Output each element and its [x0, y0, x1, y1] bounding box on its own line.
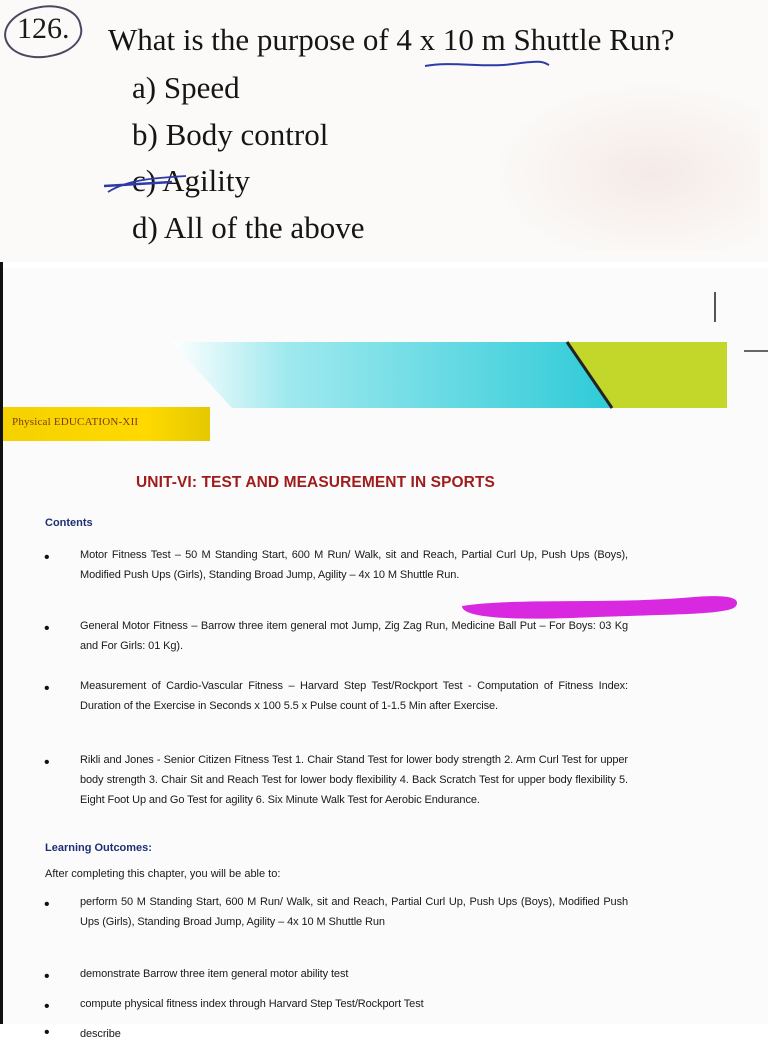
contents-item: Motor Fitness Test – 50 M Standing Start, 600 M Run/ Walk, sit and Reach, Partial Curl Up, Push Ups (Boys), Modified Push Ups (Girls), Standing Broad Jump, Agility – 4x 10 M Shuttle Run.: [80, 549, 628, 581]
book-header-label-text: Physical EDUCATION-XII: [12, 416, 139, 428]
option-letter: a): [132, 70, 157, 105]
pen-underline-annotation: [423, 58, 551, 70]
bullet-icon: •: [44, 1024, 50, 1041]
option-letter: d): [132, 210, 158, 245]
question-number: 126.: [17, 12, 70, 45]
bullet-icon: •: [44, 968, 50, 985]
contents-item: General Motor Fitness – Barrow three item general mot Jump, Zig Zag Run, Medicine Ball Put – For Boys: 03 Kg and For Girls: 01 Kg).: [80, 620, 628, 652]
learning-outcomes-intro: After completing this chapter, you will be able to:: [45, 868, 281, 880]
pen-strike-annotation: [102, 172, 190, 198]
page-edge-mark: [744, 350, 768, 352]
unit-title: UNIT-VI: TEST AND MEASUREMENT IN SPORTS: [136, 474, 495, 491]
learning-outcomes-heading: Learning Outcomes:: [45, 842, 152, 854]
textbook-page: [0, 268, 768, 1041]
option-text: All of the above: [163, 210, 365, 245]
option-letter: c): [132, 163, 157, 198]
contents-item: Measurement of Cardio-Vascular Fitness – Harvard Step Test/Rockport Test - Computation of Fitness Index: Duration of the Exercise in Seconds x 100 5.5 x Pulse count of 1-1.5 Min after Exercise.: [80, 680, 628, 712]
bullet-icon: •: [44, 754, 50, 771]
highlight-marker-stroke: [452, 584, 748, 624]
option-a: [132, 70, 240, 106]
bullet-icon: •: [44, 549, 50, 566]
question-card: [0, 0, 768, 262]
option-text: Speed: [163, 70, 240, 105]
question-text: What is the purpose of 4 x 10 m Shuttle Run?: [108, 22, 675, 57]
option-d: [132, 210, 364, 246]
book-header-label: [0, 407, 210, 441]
option-letter: b): [132, 117, 158, 152]
outcome-item: perform 50 M Standing Start, 600 M Run/ Walk, sit and Reach, Partial Curl Up, Push Ups (Boys), Modified Push Ups (Girls), Standing Broad Jump, Agility – 4x 10 M Shuttle Run: [80, 896, 628, 928]
outcome-item: describe: [80, 1028, 121, 1040]
outcome-item: compute physical fitness index through Harvard Step Test/Rockport Test: [80, 998, 424, 1010]
contents-item: Rikli and Jones - Senior Citizen Fitness Test 1. Chair Stand Test for lower body strength 2. Arm Curl Test for upper body strength 3. Chair Sit and Reach Test for lower body flexibility 4. Back Scratch Test for upper body flexibility 5. Eight Foot Up and Go Test for agility 6. Six Minute Walk Test for Aerobic Endurance.: [80, 754, 628, 806]
contents-heading: Contents: [45, 517, 93, 529]
page-edge-mark: [714, 292, 716, 322]
option-b: [132, 117, 328, 153]
scan-edge-shadow: [0, 262, 3, 1024]
bullet-icon: •: [44, 896, 50, 913]
bullet-icon: •: [44, 680, 50, 697]
bullet-icon: •: [44, 998, 50, 1015]
bullet-icon: •: [44, 620, 50, 637]
option-text: Body control: [165, 117, 329, 152]
header-banner: [172, 342, 727, 408]
outcome-item: demonstrate Barrow three item general motor ability test: [80, 968, 349, 980]
option-text: Agility: [162, 163, 250, 198]
paper-stain: [490, 80, 760, 250]
